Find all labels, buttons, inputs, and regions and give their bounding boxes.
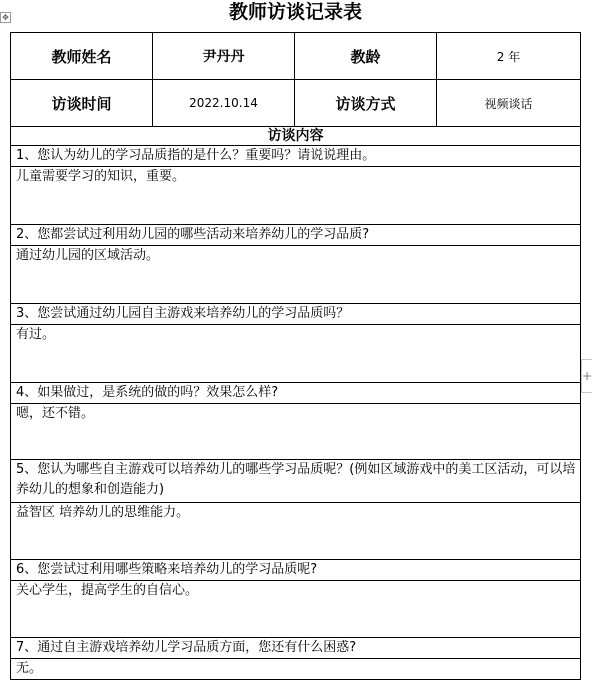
question-6[interactable]: 6、您尝试过利用哪些策略来培养幼儿的学习品质呢? <box>11 560 581 581</box>
answer-7[interactable]: 无。 <box>11 659 581 680</box>
question-5[interactable]: 5、您认为哪些自主游戏可以培养幼儿的哪些学习品质呢？(例如区域游戏中的美工区活动，可以培养幼儿的想象和创造能力) <box>11 460 581 503</box>
interview-table <box>10 32 581 680</box>
interview-method-label: 访谈方式 <box>295 80 437 127</box>
interview-time-label: 访谈时间 <box>11 80 153 127</box>
answer-1[interactable]: 儿童需要学习的知识，重要。 <box>11 167 581 225</box>
answer-4[interactable]: 嗯，还不错。 <box>11 404 581 460</box>
section-title: 访谈内容 <box>11 127 581 146</box>
teacher-name-value[interactable]: 尹丹丹 <box>153 33 295 80</box>
teaching-years-value[interactable]: 2 年 <box>437 33 581 80</box>
question-7[interactable]: 7、通过自主游戏培养幼儿学习品质方面，您还有什么困惑? <box>11 638 581 659</box>
header-row-1 <box>11 33 581 80</box>
interview-time-value[interactable]: 2022.10.14 <box>153 80 295 127</box>
question-3[interactable]: 3、您尝试通过幼儿园自主游戏来培养幼儿的学习品质吗？ <box>11 304 581 325</box>
teacher-name-label: 教师姓名 <box>11 33 153 80</box>
answer-2[interactable]: 通过幼儿园的区域活动。 <box>11 246 581 304</box>
teaching-years-label: 教龄 <box>295 33 437 80</box>
answer-3[interactable]: 有过。 <box>11 325 581 383</box>
interview-method-value[interactable]: 视频谈话 <box>437 80 581 127</box>
add-column-icon[interactable]: + <box>581 359 592 393</box>
answer-6[interactable]: 关心学生，提高学生的自信心。 <box>11 581 581 638</box>
document-title: 教师访谈记录表 <box>228 1 362 23</box>
question-4[interactable]: 4、如果做过，是系统的做的吗？效果怎么样? <box>11 383 581 404</box>
table-move-handle-icon[interactable]: ✥ <box>0 12 11 23</box>
answer-5[interactable]: 益智区 培养幼儿的思维能力。 <box>11 503 581 560</box>
question-1[interactable]: 1、您认为幼儿的学习品质指的是什么？重要吗？请说说理由。 <box>11 146 581 167</box>
header-row-2 <box>11 80 581 127</box>
question-2[interactable]: 2、您都尝试过利用幼儿园的哪些活动来培养幼儿的学习品质? <box>11 225 581 246</box>
